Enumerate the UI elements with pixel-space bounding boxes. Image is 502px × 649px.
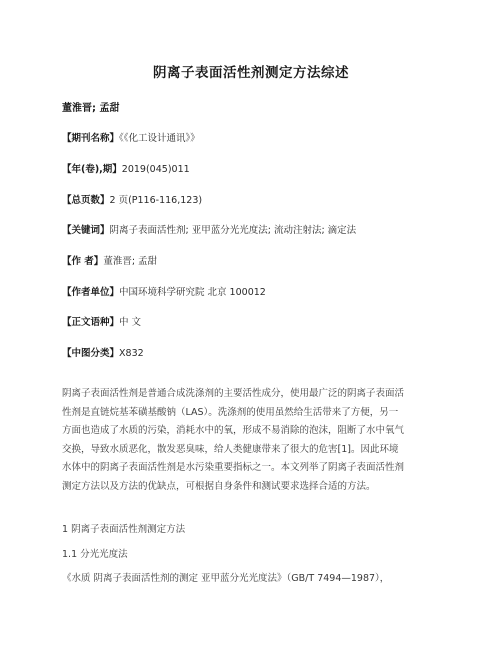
meta-classification-value: X832	[119, 348, 144, 359]
meta-authors-label: 【作 者】	[62, 256, 104, 267]
meta-affiliation-value: 中国环境科学研究院 北京 100012	[119, 287, 266, 298]
abstract-line: 测定方法以及方法的优缺点，可根据自身条件和测试要求选择合适的方法。	[62, 480, 376, 492]
meta-language-label: 【正文语种】	[62, 317, 120, 328]
meta-pages-value: 2 页(P116-116,123)	[109, 195, 203, 206]
meta-affiliation-label: 【作者单位】	[62, 287, 120, 298]
meta-year-volume-issue	[62, 161, 190, 175]
meta-journal-label: 【期刊名称】	[62, 133, 120, 144]
abstract-line: 交换，导致水质恶化，散发恶臭味，给人类健康带来了很大的危害[1]。因此环境	[62, 443, 399, 455]
meta-journal	[62, 130, 200, 144]
abstract-line: 性剂是直链烷基苯磺基酸钠（LAS）。洗涤剂的使用虽然给生活带来了方便，另一	[62, 406, 399, 418]
meta-authors	[62, 253, 157, 267]
document-authors: 董淮晋; 孟甜	[62, 103, 120, 114]
abstract-line: 阴离子表面活性剂是普通合成洗涤剂的主要活性成分，使用最广泛的阴离子表面活	[62, 388, 405, 399]
meta-keywords	[62, 222, 356, 236]
body-text-line: 《水质 阴离子表面活性剂的测定 亚甲蓝分光光度法》（GB/T 7494—1987），	[62, 573, 390, 584]
meta-journal-value: 《《化工设计通讯》》	[119, 133, 200, 144]
meta-authors-value: 董淮晋; 孟甜	[103, 256, 158, 267]
meta-pages-label: 【总页数】	[62, 195, 110, 206]
document-title: 阴离子表面活性剂测定方法综述	[153, 65, 349, 81]
meta-language	[62, 314, 141, 328]
meta-language-value: 中 文	[119, 317, 142, 328]
abstract-line: 水体中的阴离子表面活性剂是水污染重要指标之一。本文列举了阴离子表面活性剂	[62, 462, 405, 474]
meta-classification	[62, 345, 144, 359]
section-heading-1-1: 1.1 分光光度法	[62, 549, 128, 560]
section-heading-1: 1 阴离子表面活性剂测定方法	[62, 524, 186, 535]
meta-page-count	[62, 192, 202, 206]
meta-affiliation	[62, 284, 266, 298]
meta-keywords-value: 阴离子表面活性剂; 亚甲蓝分光光度法; 流动注射法; 滴定法	[109, 225, 357, 236]
abstract-paragraph	[62, 385, 442, 497]
abstract-line: 方面也造成了水质的污染，消耗水中的氧，形成不易消除的泡沫，阻断了水中氧气	[62, 425, 405, 437]
meta-year-value: 2019(045)011	[121, 164, 190, 175]
meta-year-label: 【年(卷),期】	[62, 164, 122, 175]
meta-keywords-label: 【关键词】	[62, 225, 110, 236]
meta-classification-label: 【中图分类】	[62, 348, 120, 359]
